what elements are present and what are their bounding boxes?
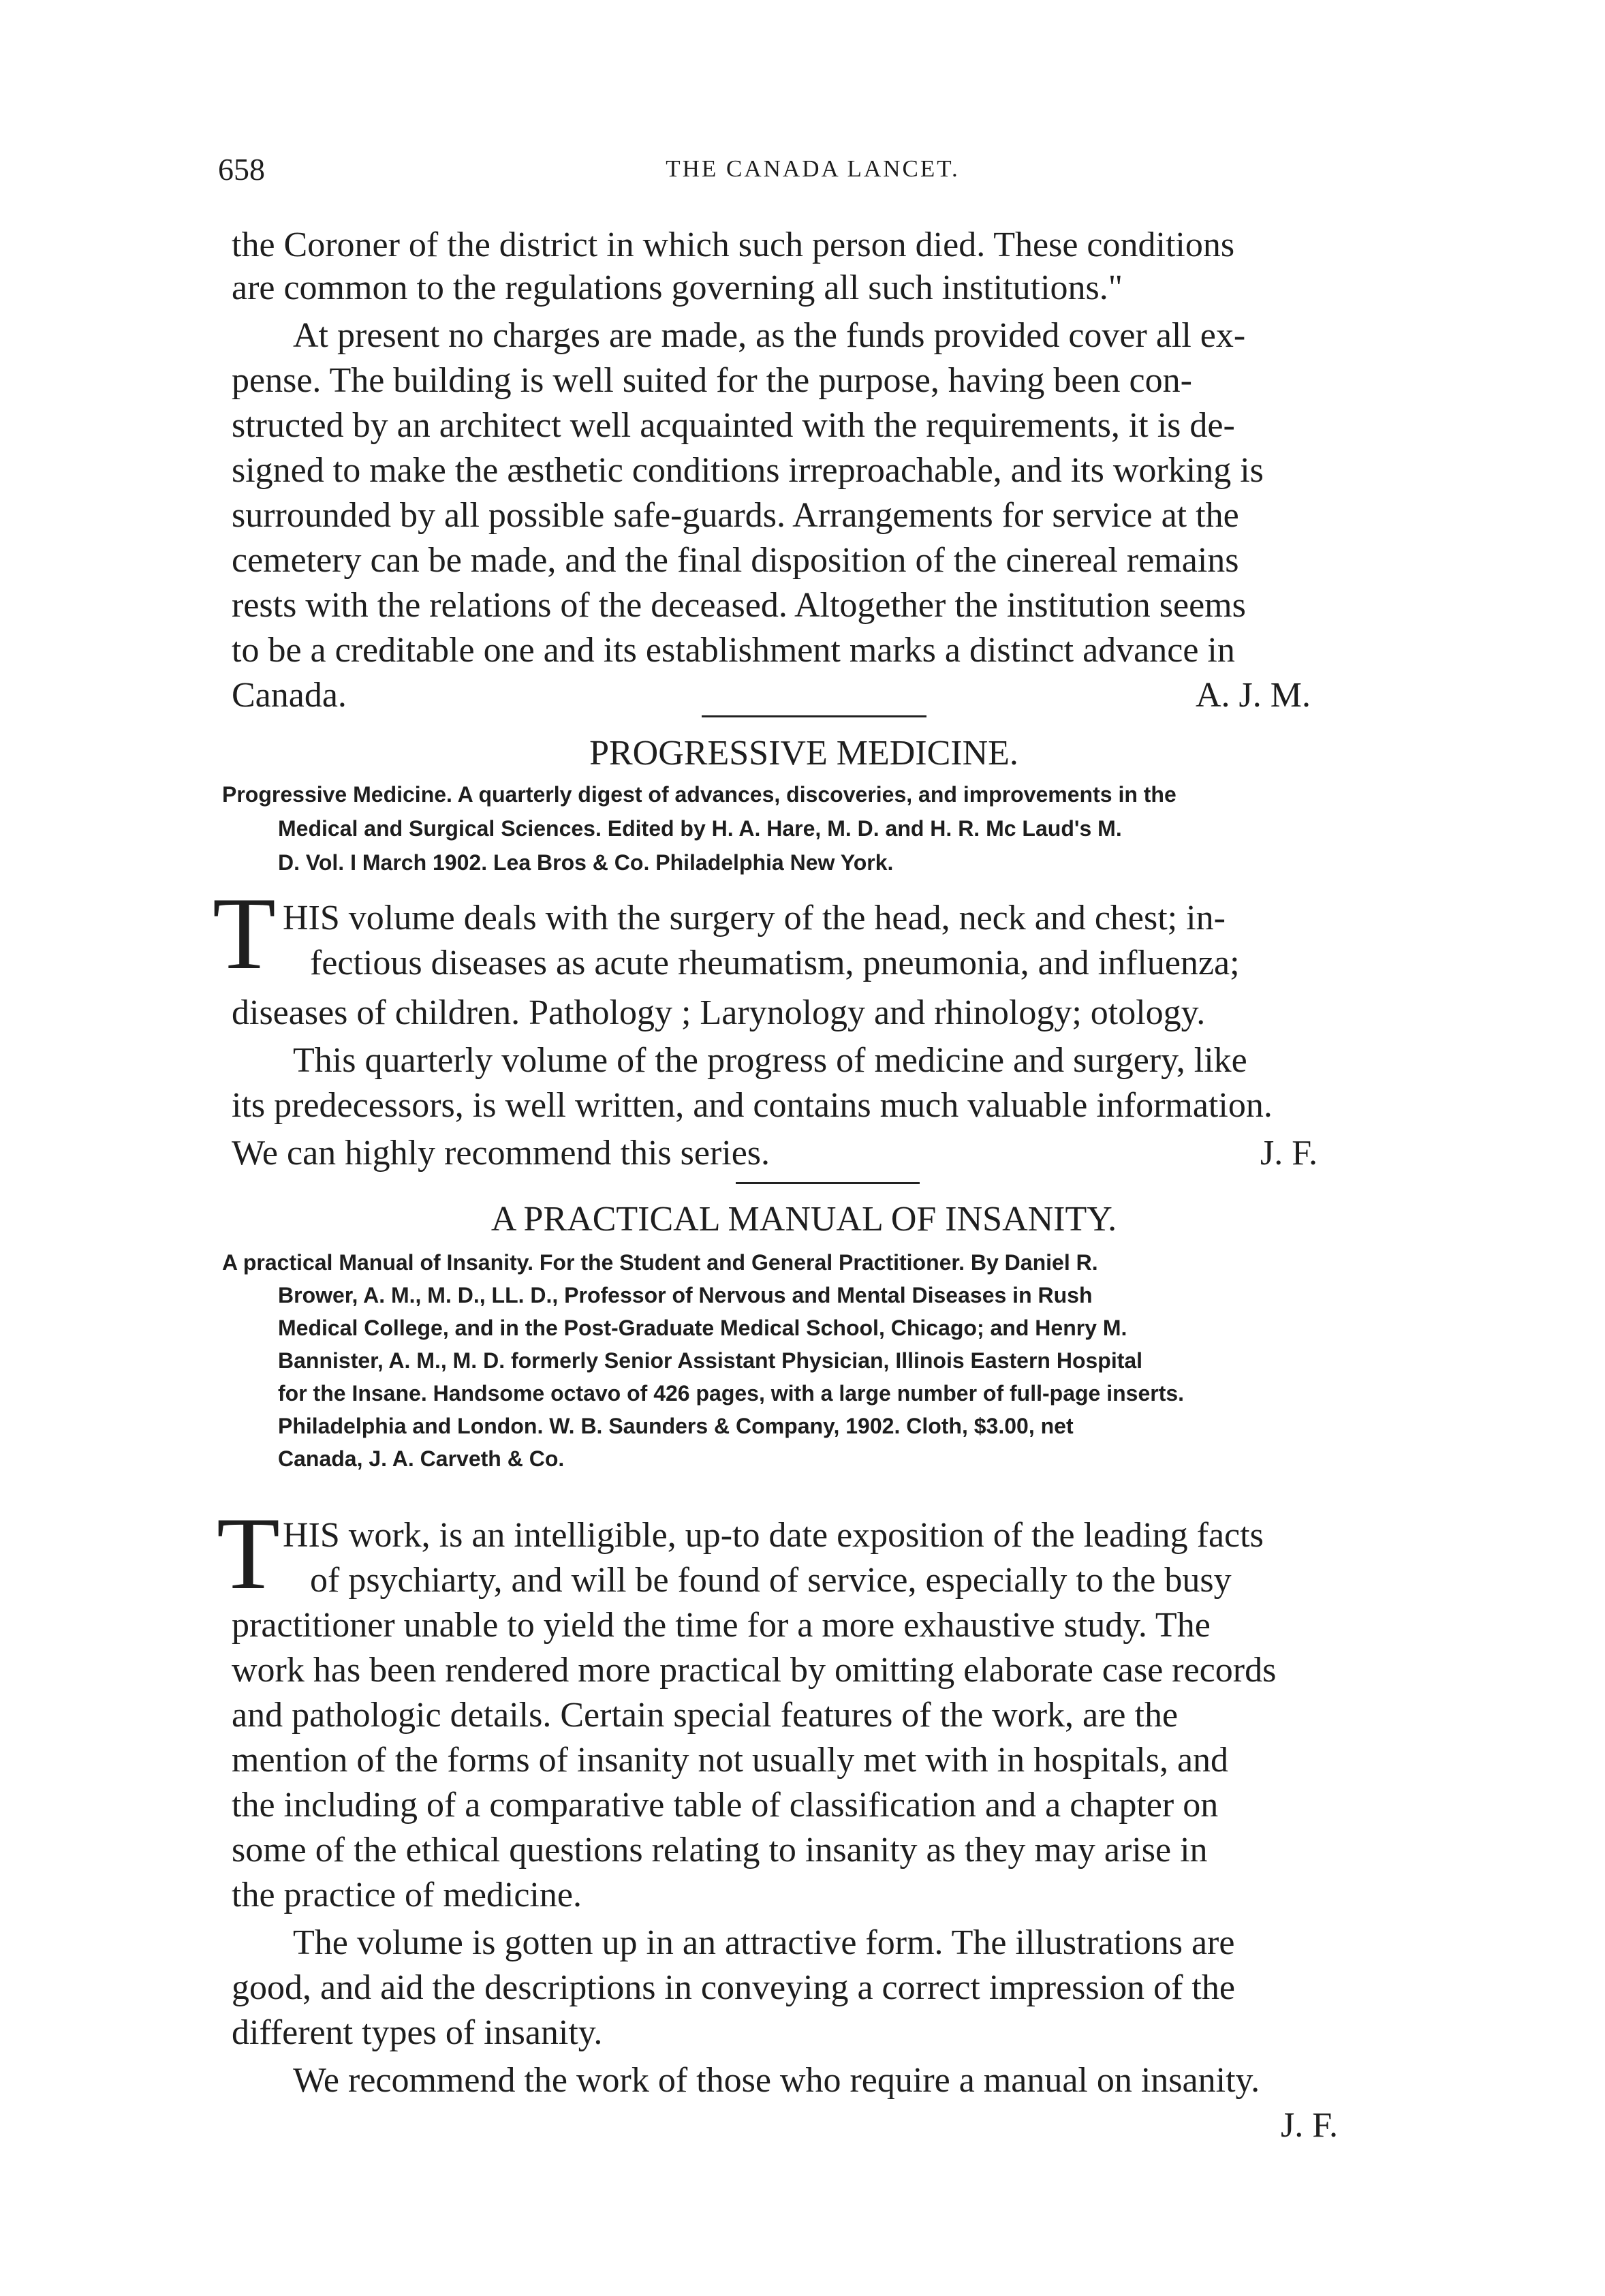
citation-line-1: A practical Manual of Insanity. For the Student and General Practitioner. By Daniel R. (222, 1250, 1098, 1275)
intro-line-8: cemetery can be made, and the final disposition of the cinereal remains (232, 541, 1239, 580)
review-line-9: the practice of medicine. (232, 1876, 582, 1914)
intro-line-7: surrounded by all possible safe-guards. Arrangements for service at the (232, 496, 1239, 535)
review-line-10: The volume is gotten up in an attractive form. The illustrations are (293, 1923, 1235, 1962)
review-signature: J. F. (1281, 2106, 1338, 2145)
review-line-8: some of the ethical questions relating to insanity as they may arise in (232, 1831, 1208, 1870)
intro-line-2: are common to the regulations governing all such institutions." (232, 268, 1123, 307)
intro-line-9: rests with the relations of the deceased. Altogether the institution seems (232, 586, 1246, 625)
page-number: 658 (218, 152, 265, 187)
review-line-4: work has been rendered more practical by omitting elaborate case records (232, 1651, 1277, 1690)
intro-line-6: signed to make the æsthetic conditions irreproachable, and its working is (232, 451, 1264, 490)
intro-line-4: pense. The building is well suited for the purpose, having been con- (232, 361, 1192, 400)
citation-line-2: Medical and Surgical Sciences. Edited by H. A. Hare, M. D. and H. R. Mc Laud's M. (278, 816, 1122, 841)
section-divider (702, 715, 926, 717)
review-heading: A PRACTICAL MANUAL OF INSANITY. (490, 1200, 1117, 1239)
intro-line-10: to be a creditable one and its establishment marks a distinct advance in (232, 631, 1235, 670)
intro-line-1: the Coroner of the district in which such person died. These conditions (232, 226, 1235, 264)
citation-line-3: Medical College, and in the Post-Graduate Medical School, Chicago; and Henry M. (278, 1316, 1127, 1340)
citation-line-3: D. Vol. I March 1902. Lea Bros & Co. Philadelphia New York. (278, 850, 894, 875)
citation-line-6: Philadelphia and London. W. B. Saunders & Company, 1902. Cloth, $3.00, net (278, 1414, 1074, 1438)
review-signature: J. F. (1260, 1134, 1318, 1173)
review-line-11: good, and aid the descriptions in conveying a correct impression of the (232, 1968, 1235, 2007)
review-line-5: its predecessors, is well written, and contains much valuable information. (232, 1086, 1273, 1125)
review-line-4: This quarterly volume of the progress of medicine and surgery, like (293, 1041, 1247, 1080)
review-line-3: diseases of children. Pathology ; Larynology and rhinology; otology. (232, 993, 1206, 1032)
drop-cap: T (217, 1496, 280, 1611)
citation-line-5: for the Insane. Handsome octavo of 426 pages, with a large number of full-page inserts. (278, 1381, 1185, 1406)
review-line-2: of psychiarty, and will be found of service, especially to the busy (310, 1561, 1232, 1600)
drop-cap: T (213, 876, 276, 991)
review-line-12: different types of insanity. (232, 2013, 603, 2052)
citation-line-1: Progressive Medicine. A quarterly digest of advances, discoveries, and improvements in the (222, 782, 1177, 807)
review-line-2: fectious diseases as acute rheumatism, pneumonia, and influenza; (310, 944, 1240, 982)
review-line-1: HIS volume deals with the surgery of the head, neck and chest; in- (283, 899, 1226, 937)
page-header (218, 151, 1407, 192)
review-line-1: HIS work, is an intelligible, up-to date exposition of the leading facts (283, 1516, 1264, 1555)
citation-line-7: Canada, J. A. Carveth & Co. (278, 1446, 565, 1471)
intro-line-11: Canada. (232, 676, 347, 715)
review-line-6: We can highly recommend this series. (232, 1134, 770, 1173)
citation-line-2: Brower, A. M., M. D., LL. D., Professor of Nervous and Mental Diseases in Rush (278, 1283, 1093, 1307)
intro-signature: A. J. M. (1196, 676, 1311, 715)
section-divider (736, 1182, 920, 1184)
review-line-3: practitioner unable to yield the time for a more exhaustive study. The (232, 1606, 1211, 1645)
review-line-7: the including of a comparative table of classification and a chapter on (232, 1786, 1219, 1825)
intro-line-3: At present no charges are made, as the funds provided cover all ex- (293, 316, 1246, 355)
review-line-13: We recommend the work of those who require a manual on insanity. (293, 2061, 1260, 2100)
citation-line-4: Bannister, A. M., M. D. formerly Senior Assistant Physician, Illinois Eastern Hospital (278, 1348, 1143, 1373)
running-title: THE CANADA LANCET. (666, 155, 960, 182)
review-heading: PROGRESSIVE MEDICINE. (589, 734, 1018, 773)
review-line-5: and pathologic details. Certain special features of the work, are the (232, 1696, 1179, 1735)
intro-line-5: structed by an architect well acquainted with the requirements, it is de- (232, 406, 1235, 445)
review-line-6: mention of the forms of insanity not usually met with in hospitals, and (232, 1741, 1229, 1780)
